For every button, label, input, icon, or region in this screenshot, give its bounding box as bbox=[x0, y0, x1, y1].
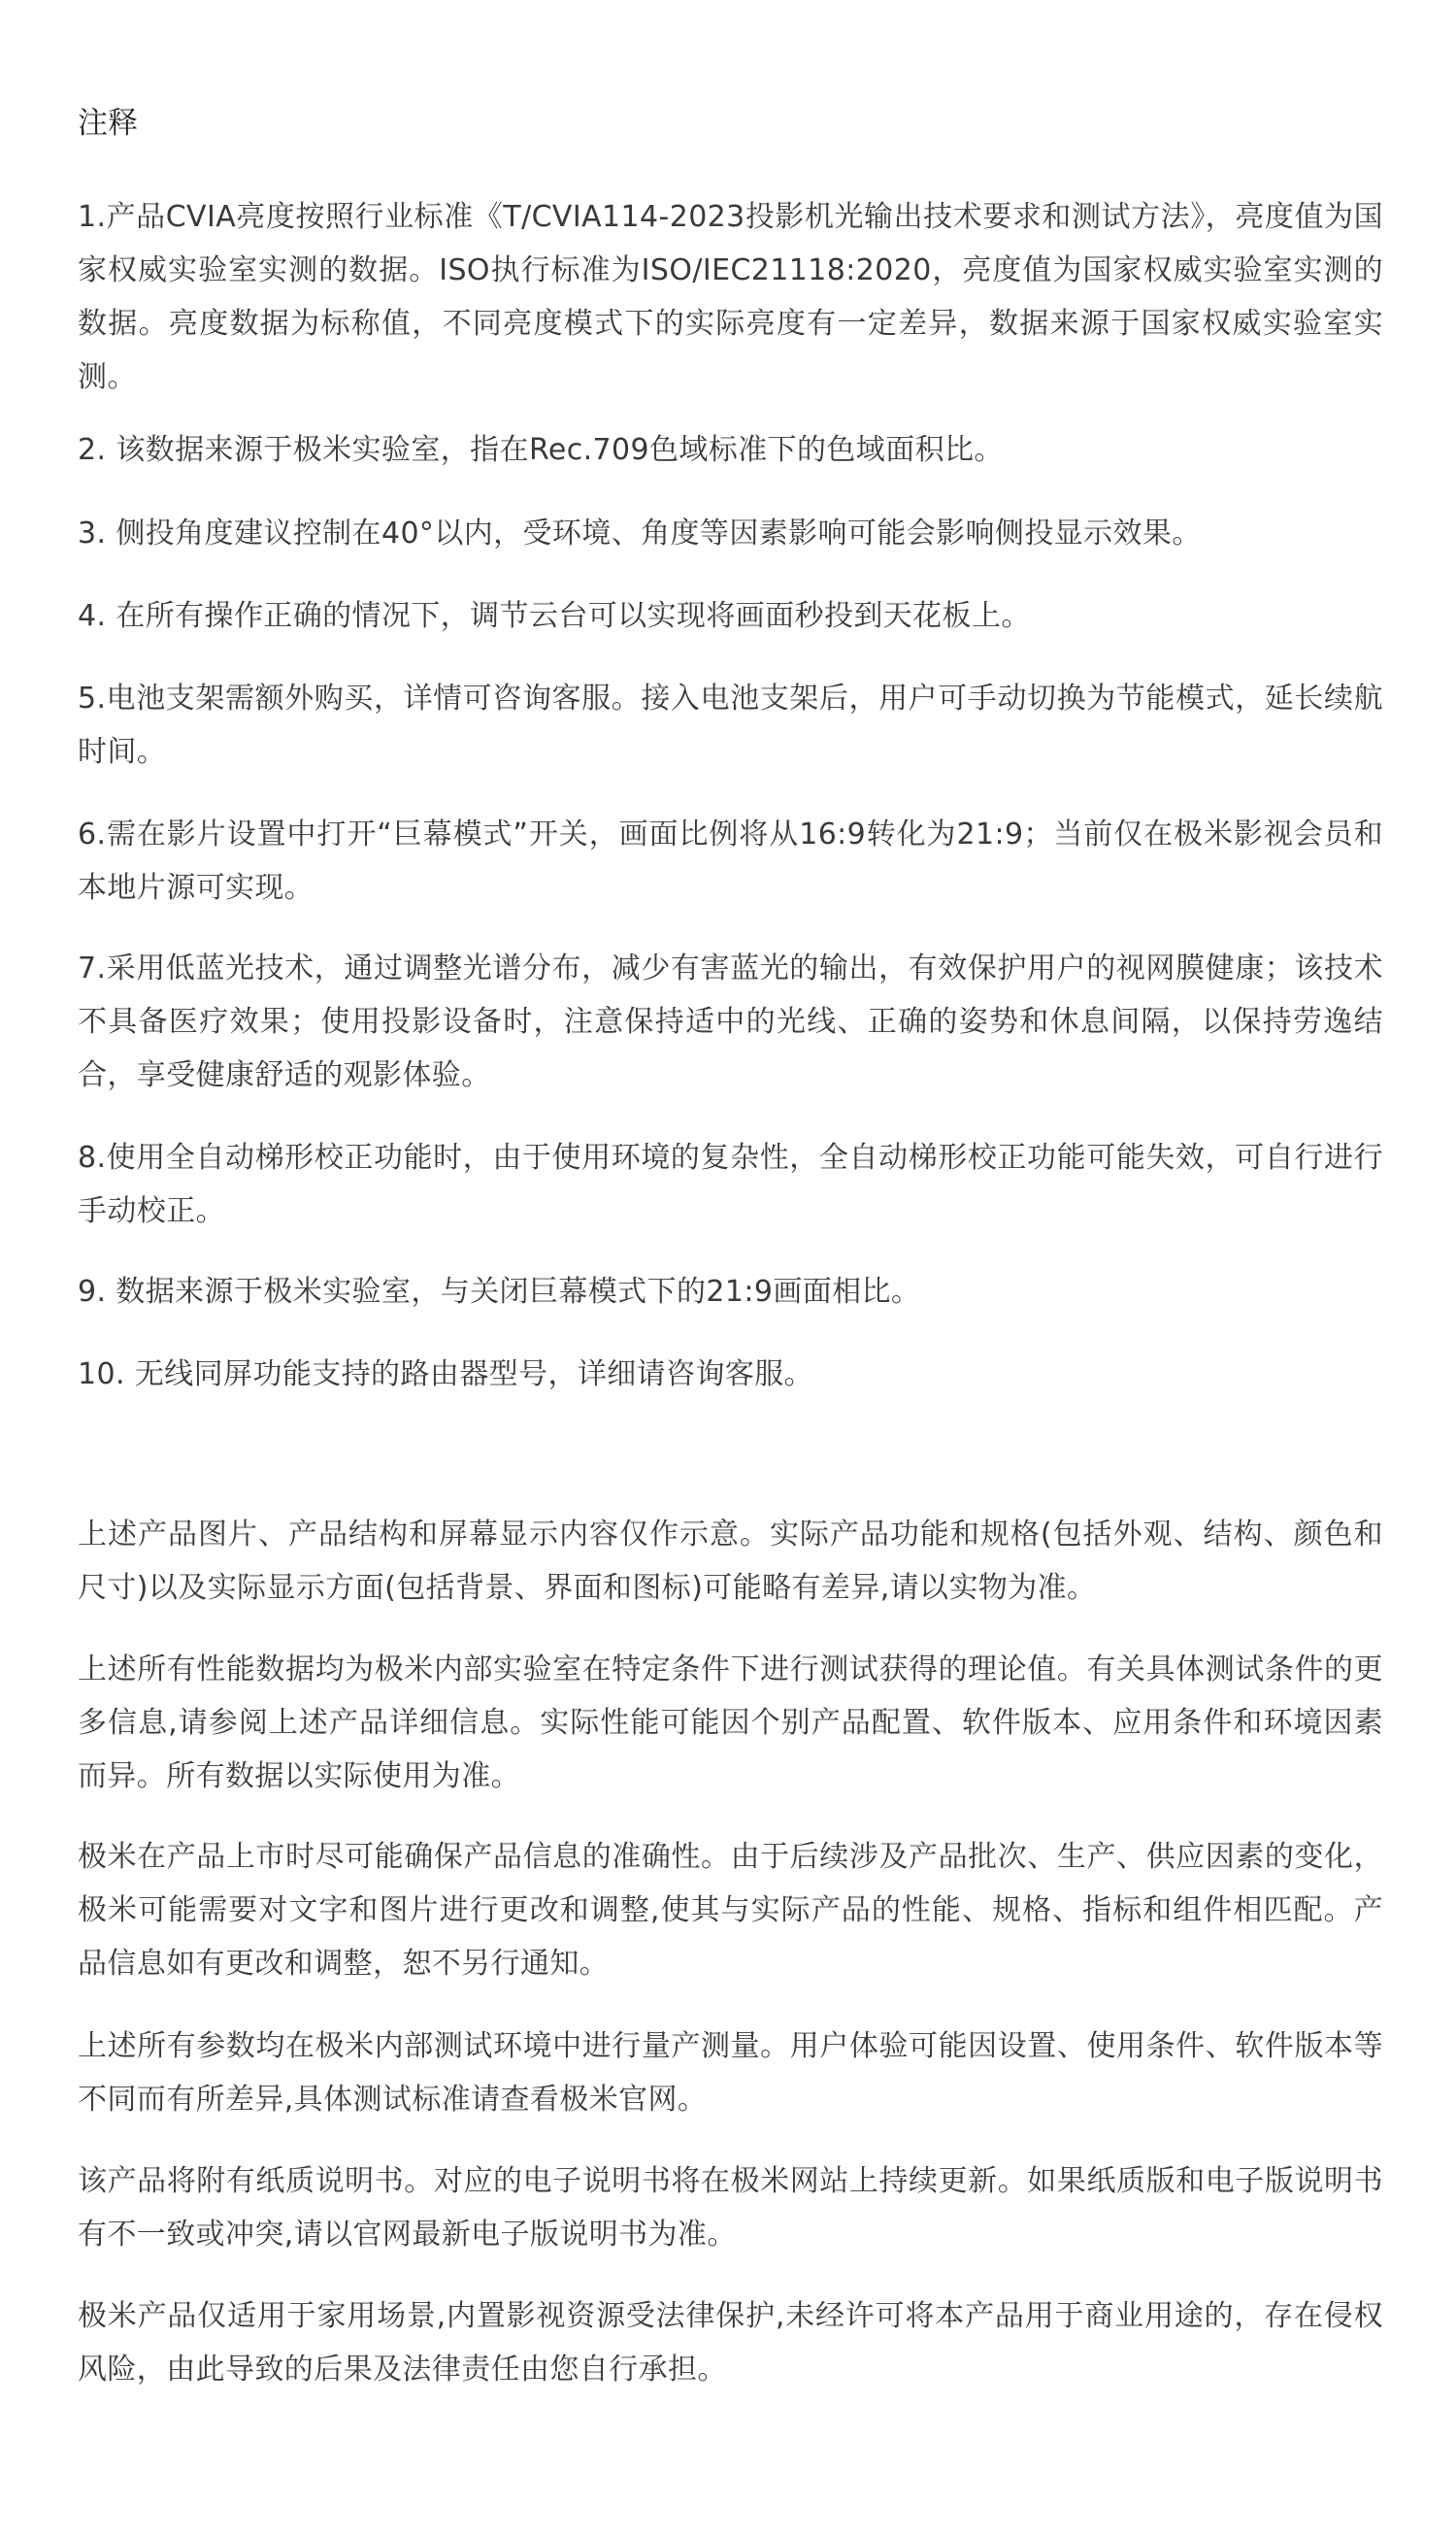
note-item-2: 2. 该数据来源于极米实验室，指在Rec.709色域标准下的色域面积比。 bbox=[78, 433, 1004, 467]
note-item-10: 10. 无线同屏功能支持的路由器型号，详细请咨询客服。 bbox=[78, 1357, 814, 1391]
disclaimer-1: 上述产品图片、产品结构和屏幕显示内容仅作示意。实际产品功能和规格(包括外观、结构、颜色和尺寸)以及实际显示方面(包括背景、界面和图标)可能略有差异,请以实物为准。 bbox=[78, 1518, 1383, 1605]
note-item-4: 4. 在所有操作正确的情况下，调节云台可以实现将画面秒投到天花板上。 bbox=[78, 599, 1031, 633]
note-item-1: 1.产品CVIA亮度按照行业标准《T/CVIA114-2023投影机光输出技术要求和测试方法》，亮度值为国家权威实验室实测的数据。ISO执行标准为ISO/IEC21118:2020，亮度值为国家权威实验室实测的数据。亮度数据为标称值，不同亮度模式下的实际亮度有一定差异，数据来源于国家权威实验室实测。 bbox=[78, 200, 1383, 394]
note-item-5: 5.电池支架需额外购买，详情可咨询客服。接入电池支架后，用户可手动切换为节能模式，延长续航时间。 bbox=[78, 682, 1383, 769]
disclaimer-2: 上述所有性能数据均为极米内部实验室在特定条件下进行测试获得的理论值。有关具体测试条件的更多信息,请参阅上述产品详细信息。实际性能可能因个别产品配置、软件版本、应用条件和环境因素而异。所有数据以实际使用为准。 bbox=[78, 1652, 1383, 1793]
disclaimer-6: 极米产品仅适用于家用场景,内置影视资源受法律保护,未经许可将本产品用于商业用途的，存在侵权风险，由此导致的后果及法律责任由您自行承担。 bbox=[78, 2299, 1383, 2387]
note-item-6: 6.需在影片设置中打开“巨幕模式”开关，画面比例将从16:9转化为21:9；当前仅在极米影视会员和本地片源可实现。 bbox=[78, 818, 1383, 905]
disclaimer-4: 上述所有参数均在极米内部测试环境中进行量产测量。用户体验可能因设置、使用条件、软件版本等不同而有所差异,具体测试标准请查看极米官网。 bbox=[78, 2029, 1383, 2117]
note-item-8: 8.使用全自动梯形校正功能时，由于使用环境的复杂性，全自动梯形校正功能可能失效，可自行进行手动校正。 bbox=[78, 1141, 1383, 1228]
disclaimer-3: 极米在产品上市时尽可能确保产品信息的准确性。由于后续涉及产品批次、生产、供应因素的变化，极米可能需要对文字和图片进行更改和调整,使其与实际产品的性能、规格、指标和组件相匹配。产品信息如有更改和调整，恕不另行通知。 bbox=[78, 1840, 1383, 1981]
note-item-9: 9. 数据来源于极米实验室，与关闭巨幕模式下的21:9画面相比。 bbox=[78, 1275, 921, 1309]
notes-heading: 注释 bbox=[78, 106, 138, 141]
disclaimer-5: 该产品将附有纸质说明书。对应的电子说明书将在极米网站上持续更新。如果纸质版和电子版说明书有不一致或冲突,请以官网最新电子版说明书为准。 bbox=[78, 2164, 1383, 2252]
note-item-3: 3. 侧投角度建议控制在40°以内，受环境、角度等因素影响可能会影响侧投显示效果。 bbox=[78, 517, 1202, 551]
note-item-7: 7.采用低蓝光技术，通过调整光谱分布，减少有害蓝光的输出，有效保护用户的视网膜健康；该技术不具备医疗效果；使用投影设备时，注意保持适中的光线、正确的姿势和休息间隔，以保持劳逸结合，享受健康舒适的观影体验。 bbox=[78, 951, 1383, 1092]
